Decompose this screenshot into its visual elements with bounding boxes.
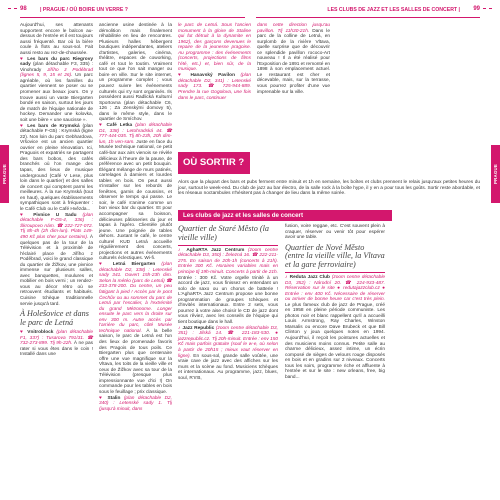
entry-info: (plan détachable D2, 341) : Letenské sady 173. ☎ 725-944-889. Prendre la rue Gogolova, une fois dans le parc, continuer xyxy=(178,73,252,101)
entry-info: (plan détachable D1, 338) : Letohradská 44. ☎ 777-444-035. Tlj 8h-23h, 20h dim-lun, 1h ven-sam. xyxy=(99,123,172,145)
entry-text: À quelques pas de la tour de la Télévision et à proximité de l'éclairé place de Jiřího z Poděbrad, voici le grand classique du quartier de Žižkov, une pivnice immense sur plusieurs salles, avec banquettes, moulures et mobilier en bois verni ; un rendez-vous au décor rétro où se retrouvent étudiants et habitués. Cuisine tchèque traditionnelle servie jusqu'à tard. xyxy=(20,234,93,307)
entry-info-link: Jiřího z Poděbrad (lignes 5, 9, 15 et 26) xyxy=(20,67,93,79)
bullet-icon: ♪ xyxy=(178,325,181,331)
section-title-clubs: Les clubs de jazz et les salles de concert xyxy=(183,211,304,219)
paragraph: ancienne usine destinée à la démolition mais finalement réhabilitée en lieu de rencontres. Plusieurs halles hébergent boutiques indépendantes, ateliers d'artistes, galeries, cinéma, théâtre, espaces de coworking, café et tout le toutim. Vraiment tout ce que l'on sait manger ou boire en ville. Sur le site internet, un programme complet ; vous pouvez suivre les événements culturels qui s'y sont organisés. Ils possèdent aussi Radlická Kulturní Sportovna (plan détachable C6, 126 ; Za Zenskými domovy 5), dans le même style, dans le quartier de Smíchov. xyxy=(99,23,172,123)
entry-name: Reduta Jazz Club xyxy=(289,275,330,281)
bullet-icon: ♥ xyxy=(99,395,104,401)
header-line-marks-left xyxy=(8,8,17,9)
column-2 xyxy=(99,23,172,413)
bullet-icon: ♥ xyxy=(20,212,28,218)
header-rule-right xyxy=(256,17,480,18)
column-1 xyxy=(20,23,93,358)
entry-name: Café Letka xyxy=(106,123,133,129)
section-title-holesovice: À Holešovice et dans le parc de Letná xyxy=(20,309,89,327)
section-banner-sortir xyxy=(178,152,250,174)
entry-name: Hanavský Pavilon xyxy=(190,73,235,79)
entry-info: (zoom centre détachable D3, 351) : Jilská 14. ☎ 221-183-530. ● jazzrepublic.cz. Tlj 20h-minuit. Entrée : env 150 Kč mais parfois gratuite (souf le w-e, où selon à partir de 20h15 ; mieux vaut réserver en ligne). xyxy=(178,325,278,359)
entry-letna-biergarten xyxy=(99,262,172,395)
entry-name: Letná Biergarten xyxy=(112,262,156,268)
bullet-icon: ♥ xyxy=(99,262,107,268)
entry-text: Non loin du parc Gebhardova, Vršovice est un ancien quartier ouvrier en pleine rénovation. Ici, Praguois et expatriés se partagent des bars bobos, des cafés branchés où l'on mange des tapas, des lieux de musique underground (Café V Lese, plus loin dans le quartier) et des salles de concert qui comptent parmi les meilleures. À la rue Krymská (tout en haut), quelques établissements sympathiques sont à fréquenter : le Café Club ou le Café Hvězda... xyxy=(20,134,93,212)
column-4 xyxy=(257,23,330,96)
header-rule-left xyxy=(20,17,245,18)
entry-text: À la belle saison, le parc de Letná est l'un des lieux de promenade favoris des Pragois de tous poils. Ce Biergarten plus que centenaire offre une vue magnifique sur la Vltava, les toits de la vieille ville et ceux de Žižkov avec sa tour de la Télévision (presque plus impressionnante vue d'ici !) On commande pour les tables en bois sous le feuillage ; prix classique. xyxy=(99,328,172,395)
entry-text: À ne pas rater si vous êtes dans le coin ! Installé dans une xyxy=(20,341,93,358)
divider xyxy=(285,272,385,273)
side-tab-right: PRAGUE xyxy=(491,145,500,203)
section-banner-clubs xyxy=(178,210,392,221)
entry-text: Le plus fameux club de jazz de Prague, créé en 1958 en pleine période communiste. Les photos noir et blanc rappellent qu'il a accueilli Louis Armstrong, Ray Charles, Winston Marsalis ou encore Dave Brubeck et que Bill Clinton y joua quelques notes en 1994. Aujourd'hui, il reçoit les pointures actuelles et des musiciens moins connus. Petite salle au charme délicieux, assez intime, un écrin composé de sièges de velours rouge disposés en bois et en gradins sur 2 niveaux. Concerts tous les soirs, programme riche et affluente à l'entrée et sur le site : new orleans, free, big band... xyxy=(285,302,385,380)
bullet-icon: ♥ xyxy=(178,73,185,79)
header-title-left: | PRAGUE / OÙ BOIRE UN VERRE ? xyxy=(40,6,128,13)
bullet-icon: ♥ xyxy=(20,330,25,336)
paragraph: dans cette direction jusqu'au pavillon. Tlj 11h30-21h. Dans le parc de la colline de Letná, en surplomb de la rivière Vltava, quelle surprise que de découvrir ce splendide pavillon rococo-Art nouveau ! Il a été réalisé pour l'Exposition de 1891 et remonté en 1898 à son emplacement actuel. Le restaurant est cher et décevable, mais, sur la terrasse, vous pourrez profiter d'une vue imprenable sur la ville. xyxy=(257,23,330,95)
entry-text: Entrée : 300 Kč. Votre orgelle trinité à un accord de jazz, vous finissez en entendant un solo de saxo ou un chorus de batterie ! L'AghaRTA Jazz Centrum propose une bonne programmation de groupes tchèques et d'invités internationaux. Entre 2 sets, vous pourrez à votre aise choisir le CD de jazz dont vous rêviez, avec les conseils de l'équipe qui tient boutique dans le hall. xyxy=(178,275,278,325)
entry-name: Stalin xyxy=(107,395,121,401)
section-title-nove-mesto: Quartier de Nové Město (entre la vieille ville, la Vltava et la gare ferroviaire) xyxy=(285,242,385,269)
entry-agharta xyxy=(178,248,278,326)
entry-name: AghaRTA Jazz Centrum xyxy=(186,247,245,253)
divider xyxy=(178,245,278,246)
section-title-stare-mesto: Quartier de Staré Město (la vieille ville) xyxy=(178,224,269,242)
paragraph: fusion, voire reggae, etc. C'est souvent plein à craquer, réserver ou venir tôt pour espérer avoir une table. xyxy=(285,224,385,241)
bullet-icon: ♥ xyxy=(20,56,25,62)
entry-name: Les bars du parc Riegrovy sady xyxy=(20,56,93,68)
entry-info: (plan détachable F3, 335) : Vinohrady xyxy=(20,62,93,73)
entry-text: En sous-sol, grande salle voûtée, une vraie cave de jazz avec des affiches sur les murs et la scène au fond. Musiciens tchèques et internationaux. Au programme, jazz, blues, soul, R'n'B, xyxy=(178,353,278,381)
entry-jazz-republic xyxy=(178,326,278,381)
entry-vnitroblock xyxy=(20,330,93,358)
bullet-icon: ♪ xyxy=(178,247,183,253)
entry-reduta xyxy=(285,275,385,380)
header-title-right: LES CLUBS DE JAZZ ET LES SALLES DE CONCERT | xyxy=(327,6,460,13)
entry-info: (plan détachable F-G5-4, 336) : Škroupovo nám. ☎ 222-727-072. Tlj 8h-4h (2h dim-lun). Plats 149-490 Kč plus cher pour certains). xyxy=(20,212,94,240)
paragraph: le parc de Letná. Sous l'ancien monument à la gloire de Staline qui fut détruit à la dynamite en 1962), des garçons devenues le repaire de la jeunesse pragoise. Au programme : des événements (concerts, projections de films l'été, etc.) et, bien sûr, de la musique. xyxy=(178,23,251,73)
bullet-icon: ♥ xyxy=(20,123,25,129)
entry-info: (plan détachable D2, 338) : Letenské sady 341. Ouvert 15h-23h dim. Selon la météo (parc de Letná) ☎ 233-378-200. Du centre, un peu fatigant à pied ! Accès par le pont Čechův ou au sommet du parc de Letná par l'escalier, à l'extrémité du grand Métronome. Longer ensuite le parc vers la droite sur env 300 m. Autre accès par l'arrière du parc, côté Musée technique national. xyxy=(99,262,172,334)
entry-cafe-letka xyxy=(99,123,172,262)
entry-info: (plan détachable F-G5) : Krymská (ligne 22). xyxy=(20,123,94,140)
paragraph: Alors que la plupart des bars et pubs ferment entre minuit et 1h en semaine, les boîtes et clubs prennent le relais jusqu'aux petites heures du jour, surtout le week-end. Du club de jazz au bar électro, de la salle rock à la boîte hype, il y en a pour tous les goûts. Sortir reste abordable, et les réseaux noctambules n'hésitent pas à changer de lieu dans la même soirée. xyxy=(178,180,480,197)
sortir-intro xyxy=(178,180,480,197)
entry-info: (zoom centre détachable D3, 352) : Národní 20. ☎ 224-933-487. Réservation sur le site ● redutajazzclub.cz ● Entrée : env 400 Kč. Nécessaire de réserver ou arriver de bonne heure car c'est très plein. xyxy=(285,275,386,303)
entry-name: Les bars de Krymská xyxy=(27,123,80,129)
column-6 xyxy=(285,224,385,381)
entry-u-sadu xyxy=(20,213,93,307)
header-line-marks-right xyxy=(483,8,492,9)
column-5 xyxy=(178,222,278,382)
side-tab-left: PRAGUE xyxy=(0,145,9,203)
entry-text: . Un parc agréable, où les familles du quartier viennent se poser ou se promener aux beaux jours. On y trouve aussi un vaste Biergarten bondé en saison, surtout les jours de match de l'équipe nationale de hockey. Demander une kolovka, soit une bière « une saucisse ». xyxy=(20,73,93,123)
entry-name: Vnitroblock xyxy=(27,330,54,336)
entry-name: Pivnice U Sadu xyxy=(33,212,77,218)
entry-krymska xyxy=(20,124,93,213)
entry-riegrovy xyxy=(20,57,93,124)
entry-info: (plan détachable D2, 340) : Letenské sady 1. Tlj (jusqu'à minuit, dans xyxy=(99,395,172,412)
entry-hanavsky xyxy=(178,73,251,101)
bullet-icon: ♥ xyxy=(99,123,104,129)
bullet-icon: ♪ xyxy=(285,275,288,281)
section-title-sortir: OÙ SORTIR ? xyxy=(183,157,245,168)
page-header xyxy=(0,0,500,18)
page-number-right: 99 xyxy=(473,6,480,12)
page-number-left: 98 xyxy=(20,6,27,12)
entry-info: (plan détachable F1, 337) : Tusarova 791/31. ☎ 732-273-899. Tlj 9h-22h. xyxy=(20,330,93,347)
entry-name: Jazz Republic xyxy=(182,325,215,331)
entry-stalin xyxy=(99,396,172,413)
entry-text: Juste en face du Musée technique national, ce petit café-bar aux airs vienois se révèle délicieux à l'heure de la pause, de préférence avec un petit bouquin. Élégant mélange de murs patinés, carrelages à damiers et lourdes tables en bois. On peut aussi s'installer sur les rebords de fenêtres, garnis de coussins, et observer le temps qui passe. Le soir, le café s'anime comme un bon vieux bar du quartier. Et pour accompagner sa boisson, délicieuses pâtisseries du jour et tapas à l'apéro. Clientèle plutôt jeune. Une poignée de tables dehors. Juxtant le café, le centre culturel KUD Letná accueille régulièrement des concerts, projections et autres événements culturels éclectiques. Wi-fi. xyxy=(99,139,172,262)
column-3 xyxy=(178,23,251,101)
entry-info: (zoom centre détachable D3, 350) : Železná 16. ☎ 222-211-275. En saison de 20h-1h (concerts à 21h). Entrée 300 Kč. Horaires variables mais en principe tlj 19h-minuit. Concerts à partir de 21h. xyxy=(178,247,279,275)
paragraph: Aujourd'hui, ses attenants supportent encore le balcon au-dessus de l'entrée et il est toujours aussi fréquenté. Bar où la bière coule à flots au sous-sol. Fait aussi resto au rez-de-chaussée. xyxy=(20,23,93,56)
